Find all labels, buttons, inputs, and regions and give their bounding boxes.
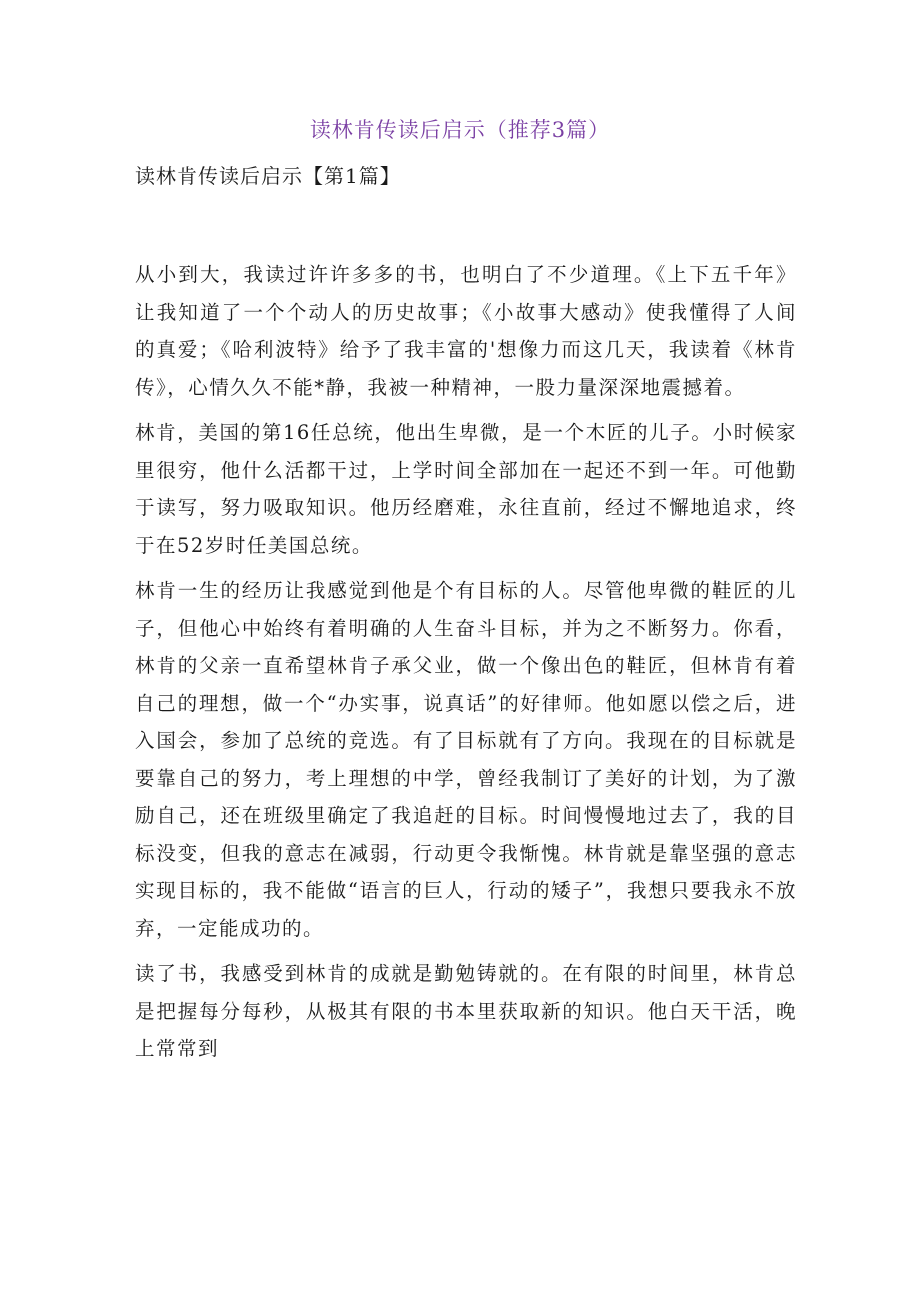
paragraph: 林肯一生的经历让我感觉到他是个有目标的人。尽管他卑微的鞋匠的儿子，但他心中始终有着明确的人生奋斗目标，并为之不断努力。你看，林肯的父亲一直希望林肯子承父业，做一个像出色的鞋匠，但林肯有着自己的理想，做一个“办实事，说真话”的好律师。他如愿以偿之后，进入国会，参加了总统的竞选。有了目标就有了方向。我现在的目标就是要靠自己的努力，考上理想的中学，曾经我制订了美好的计划，为了激励自己，还在班级里确定了我追赶的目标。时间慢慢地过去了，我的目标没变，但我的意志在减弱，行动更令我惭愧。林肯就是靠坚强的意志实现目标的，我不能做“语言的巨人，行动的矮子”，我想只要我永不放弃，一定能成功的。 — [135, 579, 797, 940]
document-title: 读林肯传读后启示（推荐3篇） — [309, 118, 611, 142]
paragraph: 从小到大，我读过许许多多的书，也明白了不少道理。《上下五千年》让我知道了一个个动人的历史故事；《小故事大感动》使我懂得了人间的真爱；《哈利波特》给予了我丰富的'想像力而这几天，我读着《林肯传》，心情久久不能*静，我被一种精神，一股力量深深地震撼着。 — [135, 263, 797, 399]
paragraph: 林肯，美国的第16任总统，他出生卑微，是一个木匠的儿子。小时候家里很穷，他什么活都干过，上学时间全部加在一起还不到一年。可他勤于读写，努力吸取知识。他历经磨难，永往直前，经过不懈地追求，终于在52岁时任美国总统。 — [135, 421, 797, 557]
section-heading: 读林肯传读后启示【第1篇】 — [135, 164, 401, 188]
paragraph: 读了书，我感受到林肯的成就是勤勉铸就的。在有限的时间里，林肯总是把握每分每秒，从极其有限的书本里获取新的知识。他白天干活，晚上常常到 — [135, 962, 797, 1060]
article-body — [135, 256, 797, 1076]
